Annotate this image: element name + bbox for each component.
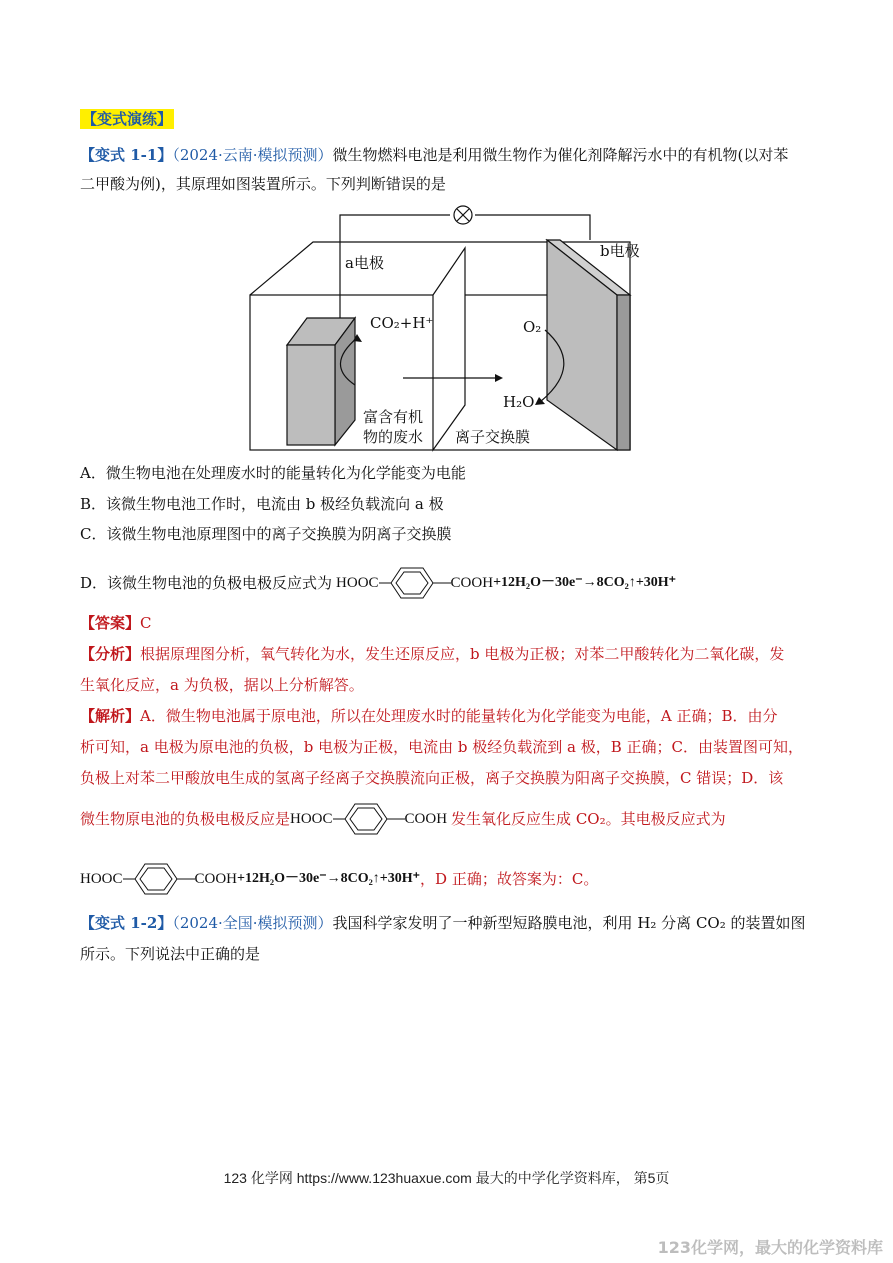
section-title-text: 【变式演练】 — [82, 110, 173, 128]
h2o-label: H₂O — [503, 393, 535, 411]
watermark: 123化学网，最大的化学资料库 — [657, 1238, 883, 1257]
option-c: C．该微生物电池原理图中的离子交换膜为阴离子交换膜 — [80, 525, 452, 543]
benzene-ring-icon — [333, 802, 405, 836]
q1-stem-text1: 微生物燃料电池是利用微生物作为催化剂降解污水中的有机物(以对苯 — [332, 146, 789, 164]
option-d-text: D．该微生物电池的负极电极反应式为 — [80, 574, 333, 592]
cooh-label-3: COOH — [194, 871, 238, 887]
option-b: B．该微生物电池工作时，电流由 b 极经负载流向 a 极 — [80, 495, 444, 513]
hooc-label: HOOC — [336, 575, 379, 591]
fuel-cell-diagram — [245, 200, 640, 455]
q2-stem-line2: 所示。下列说法中正确的是 — [80, 945, 261, 963]
benzene-ring-icon — [123, 862, 195, 896]
q1-tag: 【变式 1-1】 — [80, 146, 173, 164]
q1-stem-line1 — [80, 144, 788, 166]
explain-line2: 析可知，a 电极为原电池的负极，b 电极为正极，电流由 b 极经负载流到 a 极，B 正确；C．由装置图可知， — [80, 738, 803, 756]
analysis-line2: 生氧化反应，a 为负极，据以上分析解答。 — [80, 676, 364, 694]
membrane-shape — [433, 248, 465, 450]
option-a: A．微生物电池在处理废水时的能量转化为化学能变为电能 — [80, 464, 466, 482]
explain-line3: 负极上对苯二甲酸放电生成的氢离子经离子交换膜流向正极，离子交换膜为阳离子交换膜，C 错误；D．该 — [80, 769, 784, 787]
a-electrode-label: a电极 — [345, 254, 384, 272]
explain-line1 — [80, 705, 777, 727]
page-footer: 123 化学网 https://www.123huaxue.com 最大的中学化学资料库， 第5页 — [223, 1170, 670, 1186]
o2-label: O₂ — [523, 318, 542, 336]
explain-line4 — [80, 802, 726, 836]
analysis-text1: 根据原理图分析，氧气转化为水，发生还原反应，b 电极为正极；对苯二甲酸转化为二氧化碳，发 — [140, 645, 785, 663]
a-electrode-block — [287, 318, 355, 445]
hooc-label-3: HOOC — [80, 871, 123, 887]
equation-tail: +12H₂O－30e⁻→8CO₂↑+30H⁺ — [493, 575, 677, 590]
explain-text4-post: 发生氧化反应生成 CO₂。其电极反应式为 — [451, 810, 726, 828]
analysis-label: 【分析】 — [80, 645, 141, 663]
waste-label2: 物的废水 — [363, 428, 424, 446]
hooc-label-2: HOOC — [290, 811, 333, 827]
section-title — [80, 108, 174, 129]
bulb-icon — [454, 206, 472, 224]
benzene-ring-icon — [379, 566, 451, 600]
b-electrode-plate — [547, 240, 630, 450]
equation-tail-2: +12H₂O－30e⁻→8CO₂↑+30H⁺ — [237, 871, 421, 886]
cooh-label: COOH — [450, 575, 494, 591]
q2-stem-text1: 我国科学家发明了一种新型短路膜电池，利用 H₂ 分离 CO₂ 的装置如图 — [332, 914, 806, 932]
cooh-label-2: COOH — [404, 811, 448, 827]
q2-tag: 【变式 1-2】 — [80, 914, 173, 932]
b-electrode-label: b电极 — [600, 242, 640, 260]
option-d — [80, 566, 676, 600]
explain-text1: A．微生物电池属于原电池，所以在处理废水时的能量转化为化学能变为电能，A 正确；B．由分 — [140, 707, 778, 725]
answer-value: C — [140, 614, 152, 632]
q1-source: （2024·云南·模拟预测） — [172, 146, 333, 164]
q1-stem-line2: 二甲酸为例)，其原理如图装置所示。下列判断错误的是 — [80, 175, 446, 193]
q2-source: （2024·全国·模拟预测） — [172, 914, 333, 932]
q2-stem-line1 — [80, 912, 806, 934]
analysis-line1 — [80, 643, 784, 665]
waste-label1: 富含有机 — [363, 408, 424, 426]
explain-line5 — [80, 862, 598, 896]
answer-label: 【答案】 — [80, 614, 141, 632]
explain-text5-post: ，D 正确；故答案为：C。 — [420, 870, 599, 888]
membrane-label: 离子交换膜 — [455, 428, 531, 446]
answer-line — [80, 612, 152, 634]
explain-text4-pre: 微生物原电池的负极电极反应是 — [80, 810, 291, 828]
co2-label: CO₂+H⁺ — [370, 314, 434, 332]
explain-label: 【解析】 — [80, 707, 141, 725]
